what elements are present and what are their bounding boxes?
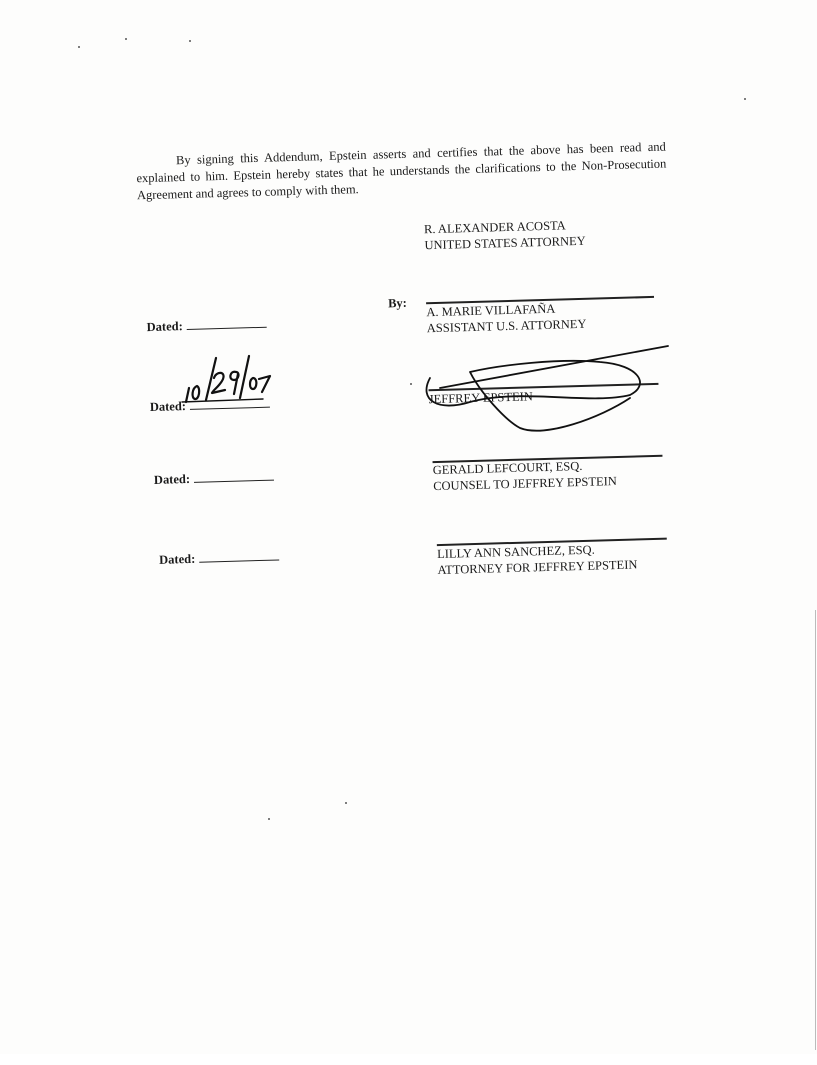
dated-row-3 xyxy=(154,470,274,488)
addendum-paragraph xyxy=(136,139,667,205)
scan-speck xyxy=(268,818,270,820)
dated-label: Dated: xyxy=(146,319,183,335)
signatory-title: ASSISTANT U.S. ATTORNEY xyxy=(426,316,587,336)
dated-label: Dated: xyxy=(149,399,187,415)
scan-speck xyxy=(410,383,412,385)
scan-edge xyxy=(815,610,816,1050)
signatory-block-3 xyxy=(433,457,618,494)
date-blank-line xyxy=(187,317,267,330)
dated-row-4 xyxy=(159,549,279,567)
signatory-block-1 xyxy=(426,300,587,336)
signatory-name: JEFFREY EPSTEIN xyxy=(428,389,534,407)
signatory-title: ATTORNEY FOR JEFFREY EPSTEIN xyxy=(437,557,638,578)
us-attorney-block xyxy=(424,217,586,253)
paragraph-text: By signing this Addendum, Epstein asserts and certifies that the above has been read and explained to him. Epstein hereby states that he understands the clarifications to the Non-Prosecution Agreement and agrees to comply with them. xyxy=(136,139,667,203)
dated-label: Dated: xyxy=(158,551,196,567)
scan-speck xyxy=(345,802,347,804)
signatory-block-4 xyxy=(437,540,638,578)
date-blank-line xyxy=(194,470,274,483)
signatory-name: GERALD LEFCOURT, ESQ. xyxy=(432,458,583,478)
scan-speck xyxy=(78,46,80,48)
date-blank-line xyxy=(190,397,270,410)
scan-speck xyxy=(125,38,127,40)
signatory-name: A. MARIE VILLAFAÑA xyxy=(426,301,556,320)
signatory-title: COUNSEL TO JEFFREY EPSTEIN xyxy=(433,474,618,494)
scan-speck xyxy=(189,40,191,42)
dated-row-2 xyxy=(150,397,270,415)
date-blank-line xyxy=(199,549,279,562)
by-label: By: xyxy=(387,295,408,311)
dated-row-1 xyxy=(146,317,266,335)
us-attorney-name: R. ALEXANDER ACOSTA xyxy=(423,218,566,237)
signatory-name: LILLY ANN SANCHEZ, ESQ. xyxy=(436,542,595,562)
dated-label: Dated: xyxy=(153,471,191,487)
scan-speck xyxy=(744,98,746,100)
signatory-block-2 xyxy=(429,388,533,407)
us-attorney-title: UNITED STATES ATTORNEY xyxy=(424,233,586,253)
